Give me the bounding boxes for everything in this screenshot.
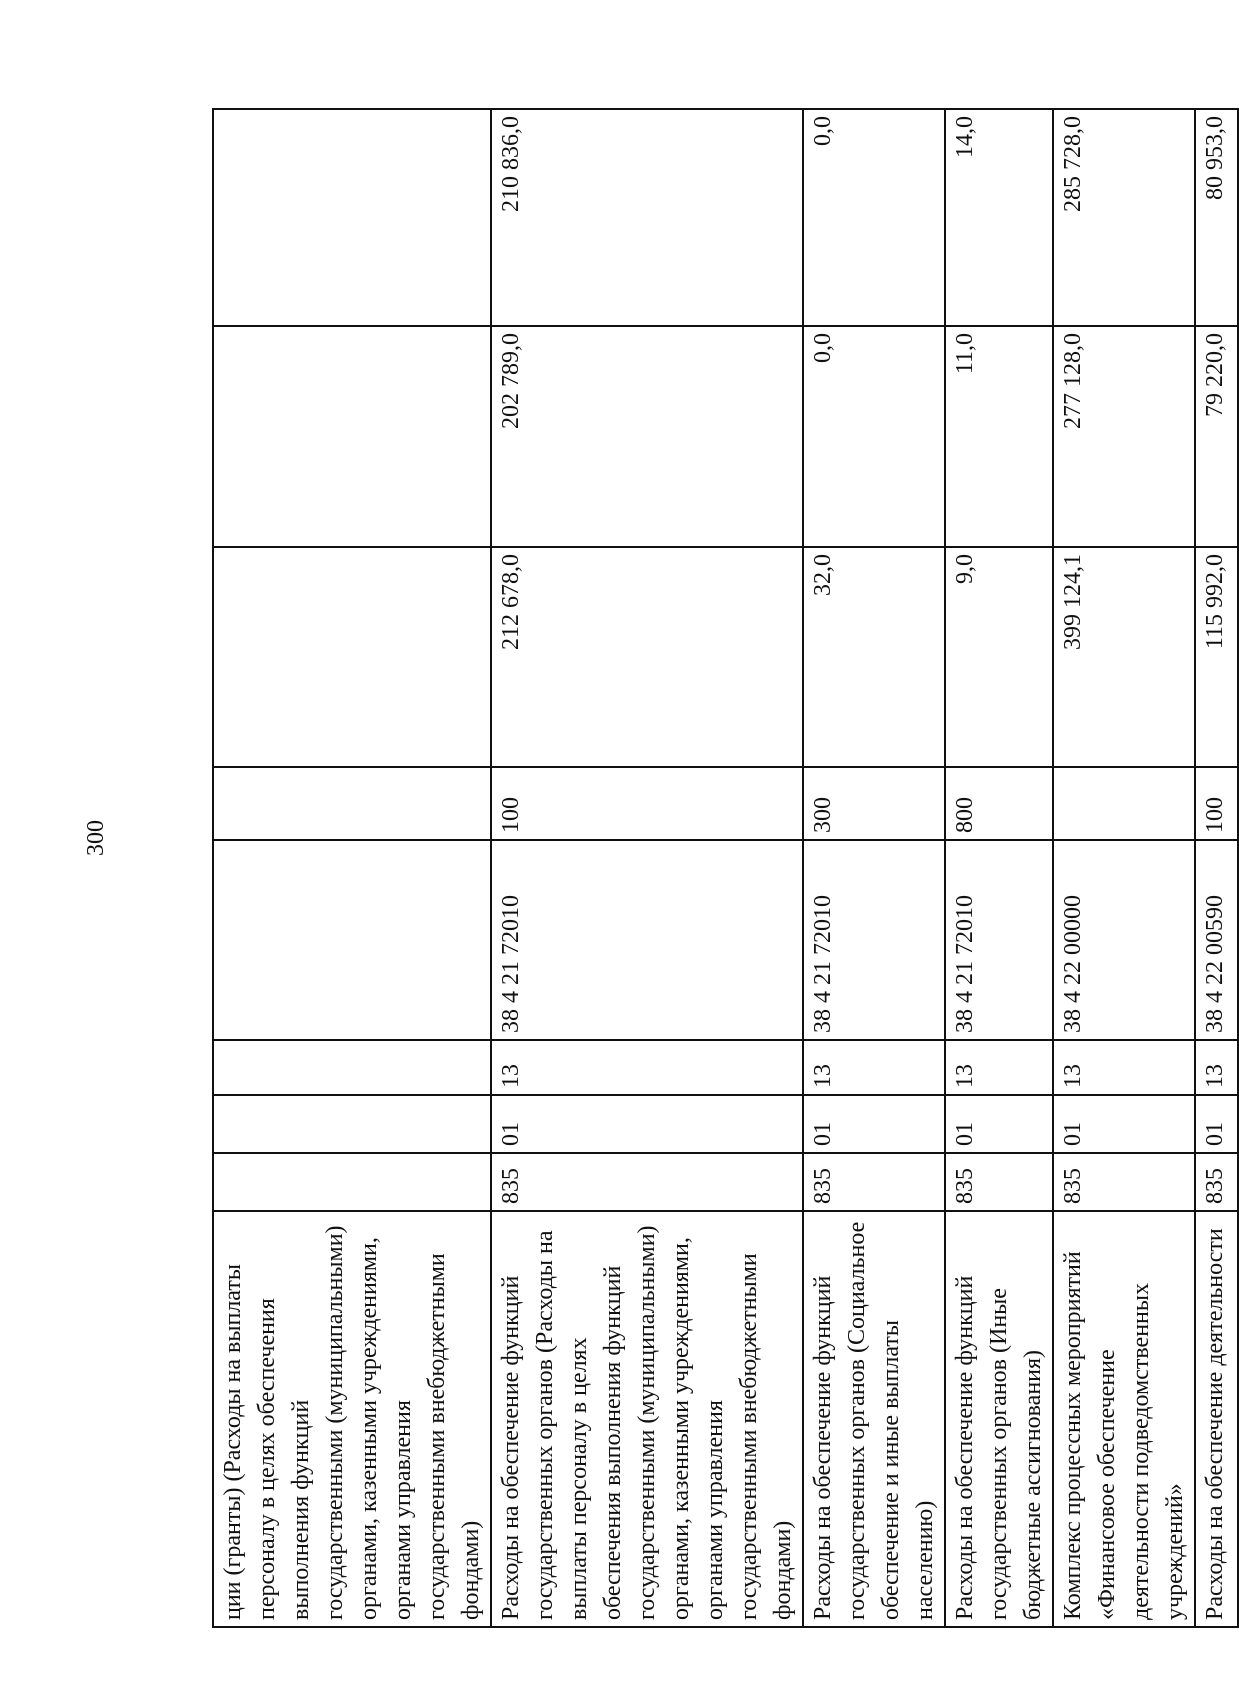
year3-amount-cell: 14,0 [945, 109, 1053, 326]
csr-cell: 38 4 21 72010 [491, 840, 803, 1040]
year1-amount-cell: 212 678,0 [491, 547, 803, 767]
rotated-page-content [212, 110, 1228, 1628]
rz-cell: 01 [945, 1095, 1053, 1153]
vr-cell [213, 767, 491, 840]
table-row [945, 109, 1053, 1627]
year3-amount-cell: 0,0 [803, 109, 945, 326]
year3-amount-cell: 285 728,0 [1053, 109, 1195, 326]
row-name-cell: Расходы на обеспечение функций государственных органов (Иные бюджетные ассигнования) [945, 1211, 1053, 1627]
row-name-cell: Комплекс процессных мероприятий «Финансовое обеспечение деятельности подведомственных учреждений» [1053, 1211, 1195, 1627]
ved-cell: 835 [1053, 1153, 1195, 1211]
rz-cell: 01 [491, 1095, 803, 1153]
ved-cell: 835 [491, 1153, 803, 1211]
table-row [1053, 109, 1195, 1627]
csr-cell: 38 4 21 72010 [945, 840, 1053, 1040]
year3-amount-cell: 210 836,0 [491, 109, 803, 326]
row-name-cell: ции (гранты) (Расходы на выплаты персоналу в целях обеспечения выполнения функций государственными (муниципальными) органами, казенными учреждениями, органами управления государственными внебюджетными фондами) [213, 1211, 491, 1627]
vr-cell: 100 [1195, 767, 1238, 840]
vr-cell: 800 [945, 767, 1053, 840]
table-row [213, 109, 491, 1627]
budget-table [212, 108, 1239, 1628]
rz-cell [213, 1095, 491, 1153]
ved-cell [213, 1153, 491, 1211]
row-name-cell: Расходы на обеспечение деятельности [1195, 1211, 1238, 1627]
pr-cell: 13 [803, 1040, 945, 1095]
ved-cell: 835 [945, 1153, 1053, 1211]
pr-cell [213, 1040, 491, 1095]
table-row [803, 109, 945, 1627]
year1-amount-cell: 399 124,1 [1053, 547, 1195, 767]
csr-cell: 38 4 22 00590 [1195, 840, 1238, 1040]
csr-cell: 38 4 22 00000 [1053, 840, 1195, 1040]
rz-cell: 01 [803, 1095, 945, 1153]
year2-amount-cell [213, 326, 491, 547]
rz-cell: 01 [1053, 1095, 1195, 1153]
vr-cell: 300 [803, 767, 945, 840]
year2-amount-cell: 79 220,0 [1195, 326, 1238, 547]
ved-cell: 835 [803, 1153, 945, 1211]
year2-amount-cell: 0,0 [803, 326, 945, 547]
table-row [1195, 109, 1238, 1627]
row-name-cell: Расходы на обеспечение функций государственных органов (Расходы на выплаты персоналу в целях обеспечения выполнения функций государственными (муниципальными) органами, казенными учреждениями, органами управления государственными внебюджетными фондами) [491, 1211, 803, 1627]
csr-cell [213, 840, 491, 1040]
row-name-cell: Расходы на обеспечение функций государственных органов (Социальное обеспечение и иные выплаты населению) [803, 1211, 945, 1627]
pr-cell: 13 [1195, 1040, 1238, 1095]
vr-cell: 100 [491, 767, 803, 840]
ved-cell: 835 [1195, 1153, 1238, 1211]
pr-cell: 13 [945, 1040, 1053, 1095]
pr-cell: 13 [1053, 1040, 1195, 1095]
year1-amount-cell: 9,0 [945, 547, 1053, 767]
pr-cell: 13 [491, 1040, 803, 1095]
table-row [491, 109, 803, 1627]
year3-amount-cell [213, 109, 491, 326]
year2-amount-cell: 11,0 [945, 326, 1053, 547]
year1-amount-cell: 32,0 [803, 547, 945, 767]
vr-cell [1053, 767, 1195, 840]
year1-amount-cell [213, 547, 491, 767]
rz-cell: 01 [1195, 1095, 1238, 1153]
csr-cell: 38 4 21 72010 [803, 840, 945, 1040]
page-number: 300 [83, 820, 109, 856]
year2-amount-cell: 277 128,0 [1053, 326, 1195, 547]
year3-amount-cell: 80 953,0 [1195, 109, 1238, 326]
year2-amount-cell: 202 789,0 [491, 326, 803, 547]
year1-amount-cell: 115 992,0 [1195, 547, 1238, 767]
